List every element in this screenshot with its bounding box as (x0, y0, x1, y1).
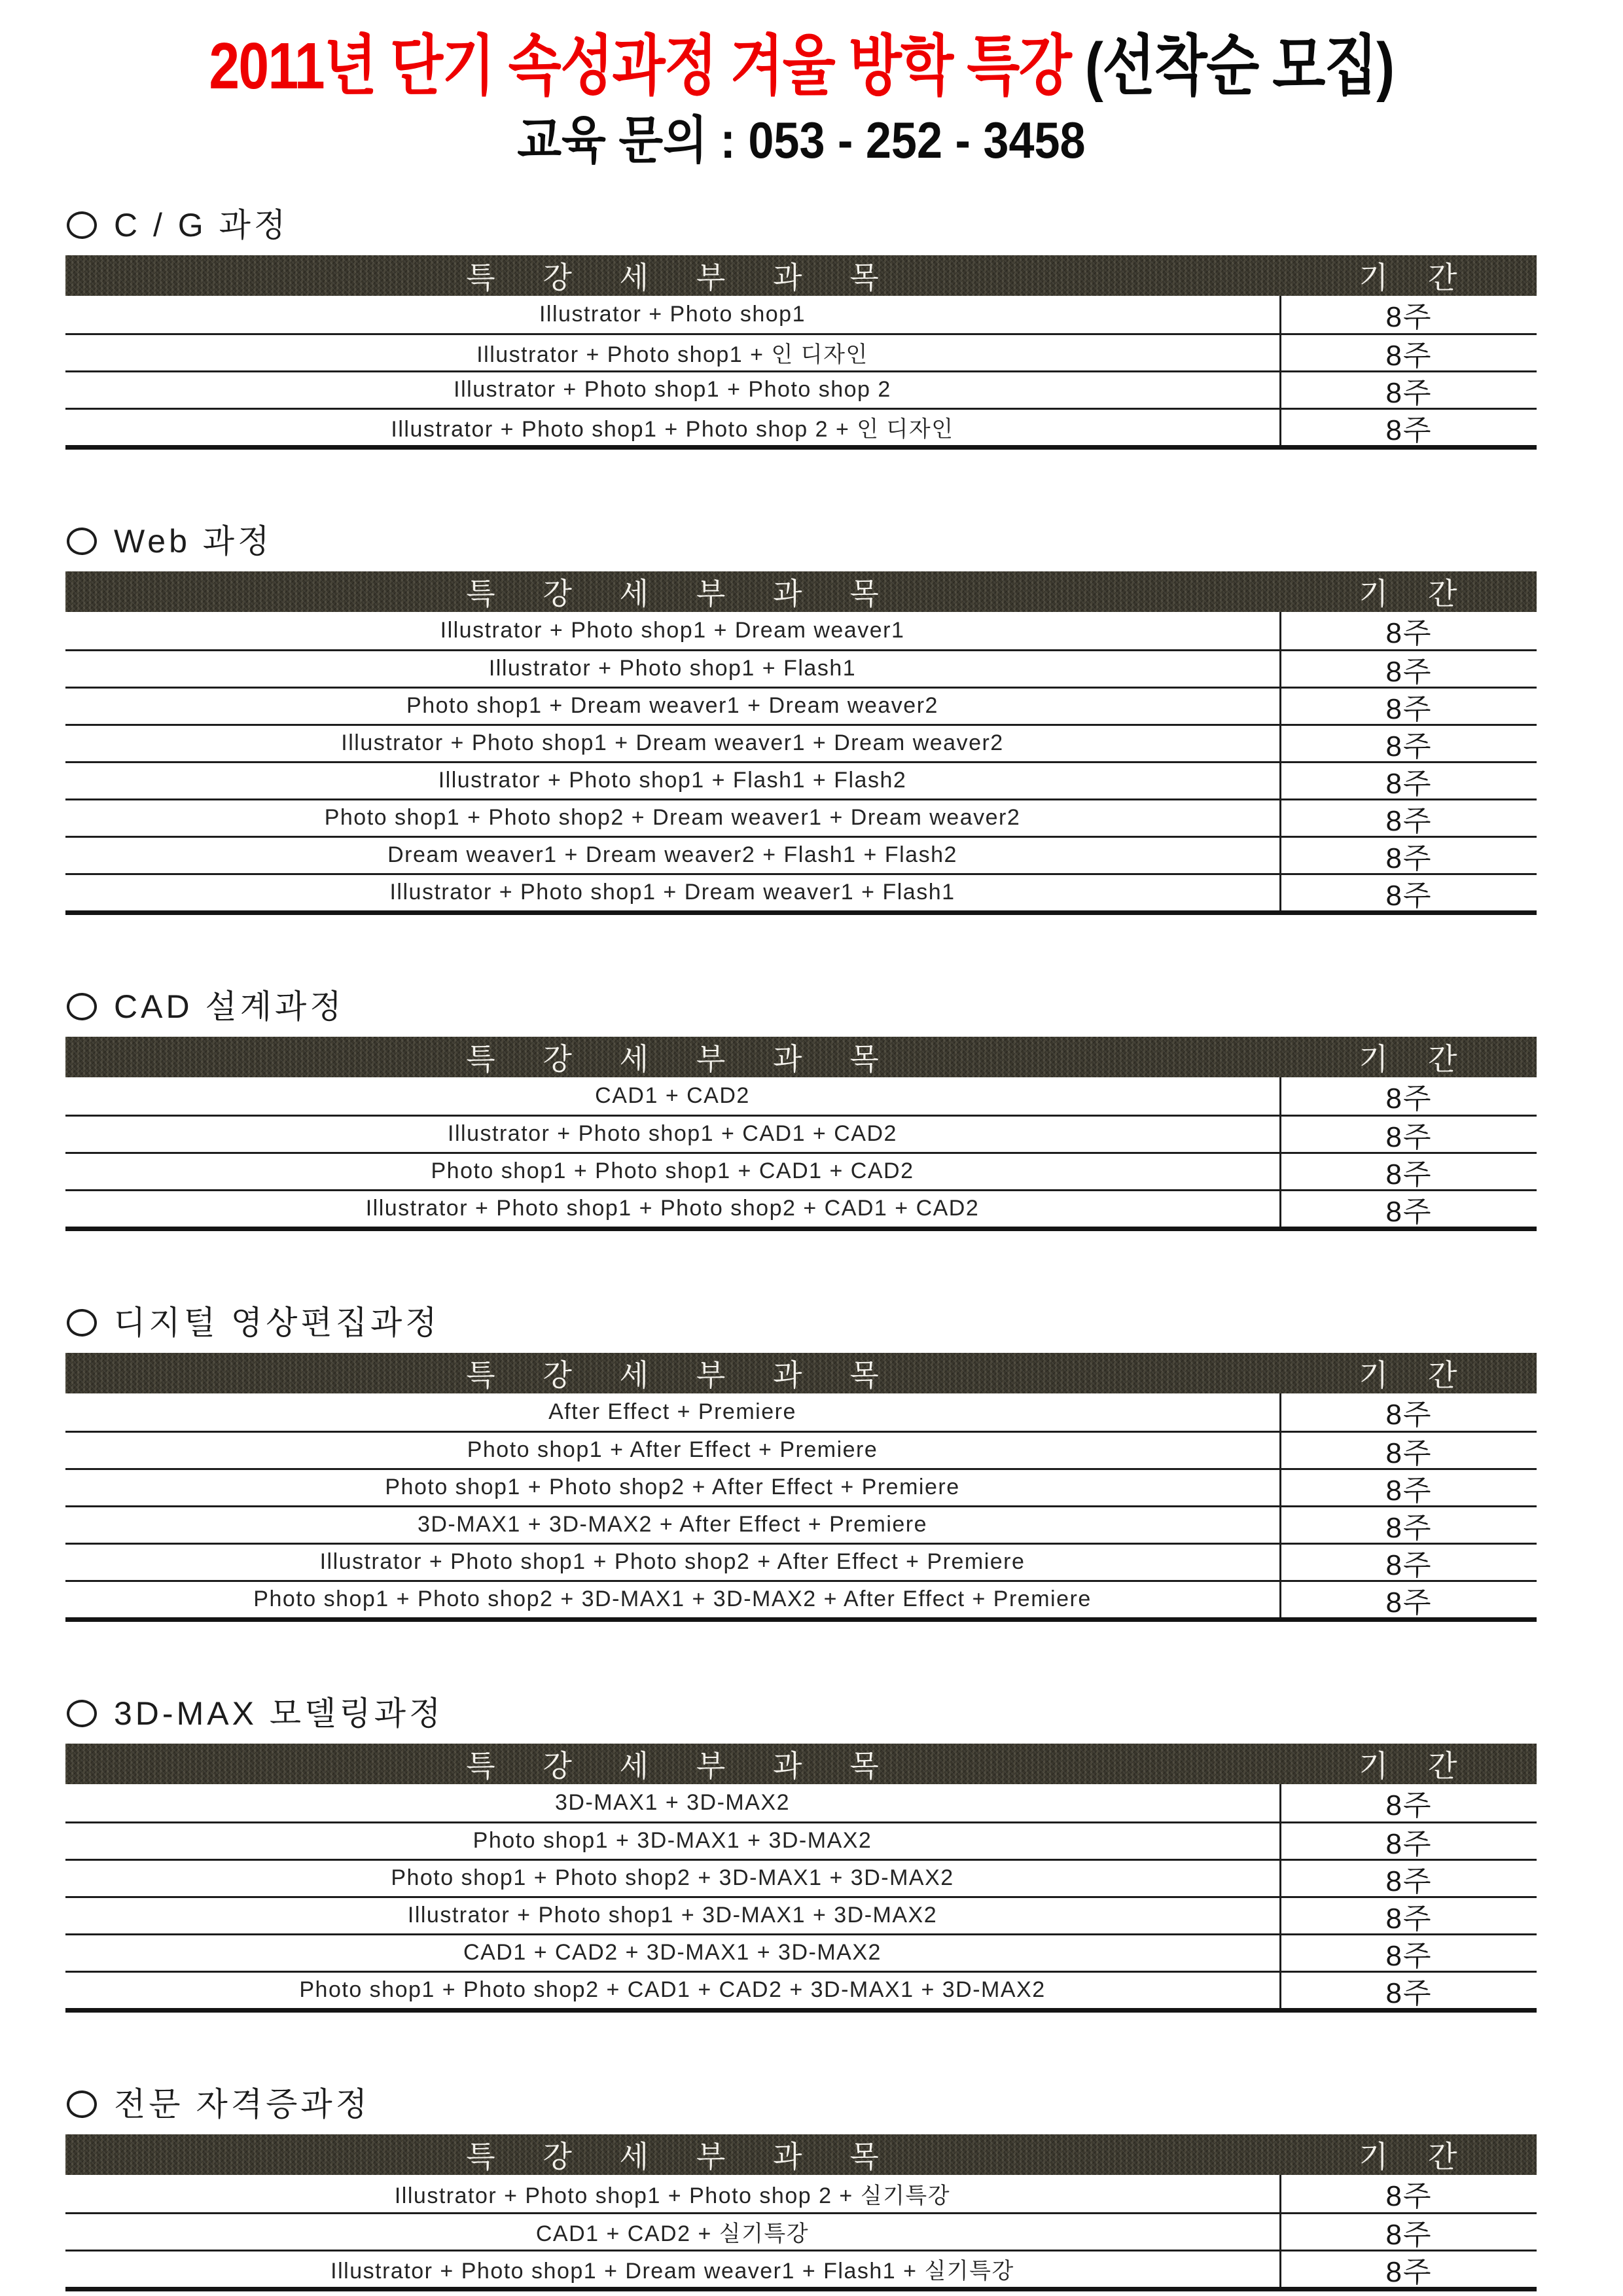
period-cell: 8주 (1279, 612, 1537, 649)
contact-line-wrap (65, 111, 1537, 170)
subject-cell: Illustrator + Photo shop1 + Dream weaver1 + Dream weaver2 (341, 730, 1004, 756)
column-header-period: 기 간 (1359, 260, 1473, 295)
subject-cell: Illustrator + Photo shop1 + Photo shop 2 + 실기특강 (394, 2183, 951, 2208)
section-heading (67, 2085, 1537, 2124)
period-cell: 8주 (1279, 1117, 1537, 1152)
circle-bullet-icon (67, 211, 97, 239)
period-cell: 8주 (1279, 2251, 1537, 2287)
column-header-period: 기 간 (1359, 1357, 1473, 1392)
table-header-row (65, 1353, 1537, 1393)
period-cell: 8주 (1279, 2175, 1537, 2212)
section-cad (65, 987, 1537, 1231)
period-cell: 8주 (1279, 726, 1537, 761)
table-row (65, 1784, 1537, 1821)
table-row (65, 1896, 1537, 1933)
circle-bullet-icon (67, 1700, 97, 1727)
subject-cell: Illustrator + Photo shop1 + Dream weaver1 + Flash1 (389, 880, 955, 905)
table-row (65, 761, 1537, 798)
column-header-subject: 특 강 세 부 과 목 (466, 260, 899, 295)
title-note-text: (선착순 모집) (1084, 29, 1394, 103)
subject-cell: Illustrator + Photo shop1 + 인 디자인 (476, 342, 868, 368)
course-table (65, 1744, 1537, 2013)
section-title: 디지털 영상편집과정 (114, 1304, 440, 1341)
period-cell: 8주 (1279, 1582, 1537, 1617)
period-cell: 8주 (1279, 763, 1537, 798)
table-row (65, 1431, 1537, 1468)
subject-cell: Photo shop1 + Dream weaver1 + Dream weaver2 (406, 693, 938, 719)
period-cell: 8주 (1279, 689, 1537, 724)
column-header-period: 기 간 (1359, 1748, 1473, 1783)
period-cell: 8주 (1279, 1393, 1537, 1431)
period-cell: 8주 (1279, 1507, 1537, 1543)
column-header-subject: 특 강 세 부 과 목 (466, 1357, 899, 1392)
period-cell: 8주 (1279, 335, 1537, 370)
section-heading (67, 1303, 1537, 1342)
title-main-text: 2011년 단기 속성과정 겨울 방학 특강 (208, 29, 1085, 103)
table-row (65, 1468, 1537, 1505)
period-cell: 8주 (1279, 1433, 1537, 1468)
subject-cell: Photo shop1 + After Effect + Premiere (467, 1437, 878, 1463)
period-cell: 8주 (1279, 1973, 1537, 2008)
table-row (65, 873, 1537, 910)
subject-cell: Photo shop1 + Photo shop2 + Dream weaver1 + Dream weaver2 (324, 805, 1021, 831)
section-web (65, 522, 1537, 915)
period-cell: 8주 (1279, 1470, 1537, 1505)
subject-cell: Illustrator + Photo shop1 + Flash1 (488, 656, 857, 681)
table-row (65, 2212, 1537, 2250)
table-row (65, 1821, 1537, 1859)
table-row (65, 1971, 1537, 2008)
table-row (65, 1580, 1537, 1617)
period-cell: 8주 (1279, 2214, 1537, 2250)
page-title (65, 27, 1537, 105)
table-row (65, 649, 1537, 687)
period-cell: 8주 (1279, 1545, 1537, 1580)
subject-cell: CAD1 + CAD2 (595, 1083, 750, 1108)
subject-cell: Photo shop1 + Photo shop1 + CAD1 + CAD2 (431, 1158, 914, 1184)
course-table (65, 1353, 1537, 1622)
subject-cell: Illustrator + Photo shop1 + CAD1 + CAD2 (448, 1121, 897, 1147)
column-header-subject: 특 강 세 부 과 목 (466, 1748, 899, 1783)
circle-bullet-icon (67, 2090, 97, 2118)
table-row (65, 1543, 1537, 1580)
subject-cell: Photo shop1 + 3D-MAX1 + 3D-MAX2 (473, 1828, 872, 1854)
course-table (65, 255, 1537, 450)
subject-cell: Photo shop1 + Photo shop2 + 3D-MAX1 + 3D-MAX2 + After Effect + Premiere (253, 1587, 1092, 1612)
table-row (65, 612, 1537, 649)
section-title: C / G 과정 (114, 206, 289, 243)
subject-cell: Photo shop1 + Photo shop2 + After Effect + Premiere (385, 1475, 960, 1500)
section-heading (67, 987, 1537, 1026)
circle-bullet-icon (67, 1309, 97, 1336)
section-title: 3D-MAX 모델링과정 (114, 1695, 444, 1732)
subject-cell: Dream weaver1 + Dream weaver2 + Flash1 + Flash2 (387, 842, 957, 868)
table-row (65, 798, 1537, 836)
table-row (65, 1115, 1537, 1152)
table-header-row (65, 2134, 1537, 2175)
table-row (65, 724, 1537, 761)
circle-bullet-icon (67, 993, 97, 1020)
column-header-period: 기 간 (1359, 2139, 1473, 2174)
course-table (65, 2134, 1537, 2291)
table-row (65, 1859, 1537, 1896)
subject-cell: 3D-MAX1 + 3D-MAX2 + After Effect + Premiere (417, 1512, 928, 1537)
period-cell: 8주 (1279, 651, 1537, 687)
table-row (65, 1393, 1537, 1431)
table-header-row (65, 571, 1537, 612)
period-cell: 8주 (1279, 1823, 1537, 1859)
course-table (65, 1037, 1537, 1231)
subject-cell: Photo shop1 + Photo shop2 + 3D-MAX1 + 3D-MAX2 (391, 1865, 954, 1891)
table-header-row (65, 1744, 1537, 1784)
table-header-row (65, 255, 1537, 296)
subject-cell: After Effect + Premiere (548, 1399, 796, 1424)
contact-line: 교육 문의 : 053 - 252 - 3458 (516, 111, 1086, 169)
period-cell: 8주 (1279, 1154, 1537, 1189)
section-heading (67, 522, 1537, 561)
subject-cell: Photo shop1 + Photo shop2 + CAD1 + CAD2 + 3D-MAX1 + 3D-MAX2 (299, 1977, 1046, 2003)
table-row (65, 2250, 1537, 2287)
period-cell: 8주 (1279, 296, 1537, 333)
section-title: CAD 설계과정 (114, 988, 345, 1025)
circle-bullet-icon (67, 528, 97, 555)
subject-cell: 3D-MAX1 + 3D-MAX2 (555, 1789, 790, 1815)
column-header-subject: 특 강 세 부 과 목 (466, 576, 899, 611)
subject-cell: CAD1 + CAD2 + 3D-MAX1 + 3D-MAX2 (463, 1940, 882, 1965)
course-table (65, 571, 1537, 915)
table-row (65, 1189, 1537, 1227)
period-cell: 8주 (1279, 1861, 1537, 1896)
column-header-period: 기 간 (1359, 1041, 1473, 1076)
column-header-period: 기 간 (1359, 576, 1473, 611)
table-row (65, 2175, 1537, 2212)
section-title: 전문 자격증과정 (114, 2085, 370, 2123)
section-3dmax (65, 1694, 1537, 2013)
table-row (65, 1933, 1537, 1971)
table-header-row (65, 1037, 1537, 1077)
table-row (65, 687, 1537, 724)
subject-cell: Illustrator + Photo shop1 + Photo shop2 + CAD1 + CAD2 (365, 1196, 980, 1221)
period-cell: 8주 (1279, 1898, 1537, 1933)
period-cell: 8주 (1279, 838, 1537, 873)
section-title: Web 과정 (114, 522, 273, 560)
period-cell: 8주 (1279, 1077, 1537, 1115)
page-title-line (209, 27, 1393, 105)
period-cell: 8주 (1279, 410, 1537, 445)
period-cell: 8주 (1279, 800, 1537, 836)
section-cg (65, 206, 1537, 450)
column-header-subject: 특 강 세 부 과 목 (466, 1041, 899, 1076)
subject-cell: Illustrator + Photo shop1 + Photo shop2 + After Effect + Premiere (319, 1549, 1026, 1575)
period-cell: 8주 (1279, 875, 1537, 910)
section-certification (65, 2085, 1537, 2291)
section-digital-video (65, 1303, 1537, 1622)
subject-cell: Illustrator + Photo shop1 + 3D-MAX1 + 3D-MAX2 (407, 1903, 938, 1928)
subject-cell: Illustrator + Photo shop1 + Photo shop 2 + 인 디자인 (391, 417, 954, 442)
section-heading (67, 206, 1537, 245)
table-row (65, 1152, 1537, 1189)
subject-cell: Illustrator + Photo shop1 + Flash1 + Flash2 (438, 768, 907, 793)
period-cell: 8주 (1279, 372, 1537, 408)
subject-cell: CAD1 + CAD2 + 실기특강 (535, 2221, 810, 2247)
table-row (65, 1505, 1537, 1543)
subject-cell: Illustrator + Photo shop1 + Photo shop 2 (454, 377, 891, 403)
table-row (65, 836, 1537, 873)
period-cell: 8주 (1279, 1191, 1537, 1227)
subject-cell: Illustrator + Photo shop1 + Dream weaver1 + Flash1 + 실기특강 (330, 2259, 1014, 2284)
column-header-subject: 특 강 세 부 과 목 (466, 2139, 899, 2174)
period-cell: 8주 (1279, 1784, 1537, 1821)
table-row (65, 1077, 1537, 1115)
period-cell: 8주 (1279, 1935, 1537, 1971)
table-row (65, 296, 1537, 333)
subject-cell: Illustrator + Photo shop1 + Dream weaver1 (440, 617, 905, 643)
subject-cell: Illustrator + Photo shop1 (539, 301, 806, 327)
section-heading (67, 1694, 1537, 1733)
table-row (65, 370, 1537, 408)
table-row (65, 333, 1537, 370)
table-row (65, 408, 1537, 445)
